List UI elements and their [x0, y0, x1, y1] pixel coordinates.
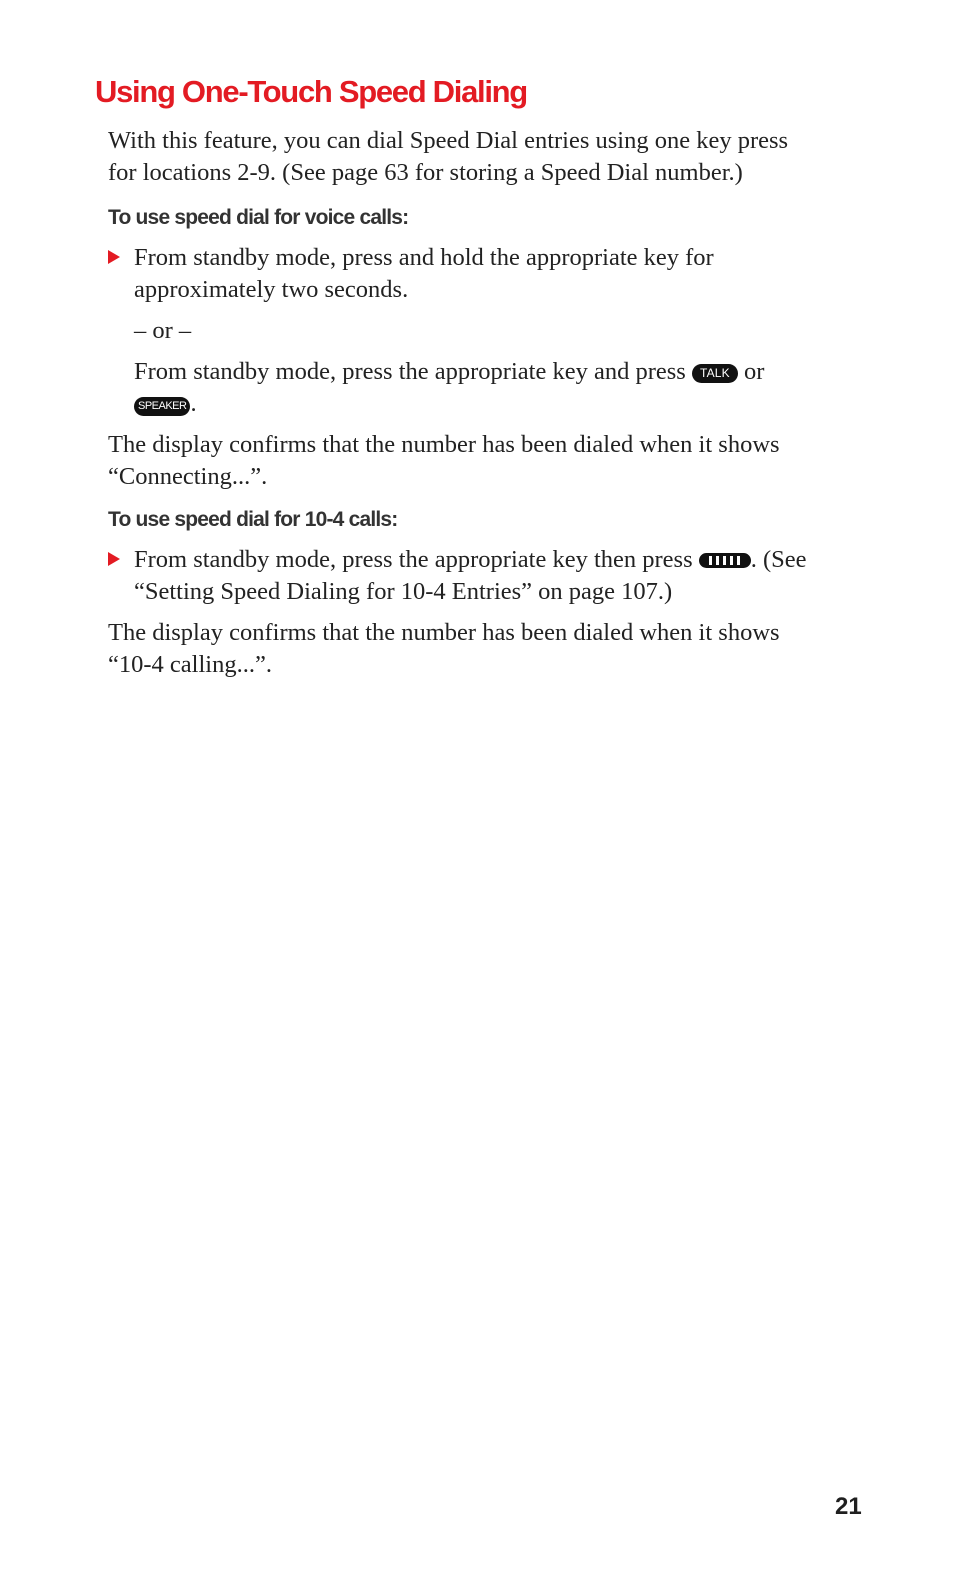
- voice-result-paragraph: The display confirms that the number has been dialed when it shows “Connecting...”.: [108, 431, 780, 490]
- ten-four-subhead: To use speed dial for 10-4 calls:: [108, 508, 398, 531]
- ten-four-step-text: From standby mode, press the appropriate key then press: [134, 546, 693, 573]
- speaker-key-icon: SPEAKER: [134, 397, 190, 416]
- or-separator: – or –: [134, 317, 192, 344]
- voice-step-hold: [108, 242, 808, 306]
- voice-step-or-word: or: [743, 358, 765, 385]
- ten-four-step: [108, 544, 808, 608]
- voice-step-period: .: [190, 390, 197, 417]
- voice-step-press: [108, 356, 808, 420]
- talk-key-icon: TALK: [692, 364, 738, 383]
- ten-four-step-period: .: [750, 546, 757, 573]
- voice-calls-subhead: To use speed dial for voice calls:: [108, 206, 409, 229]
- bullet-arrow-icon: [108, 250, 120, 264]
- ten-four-result-paragraph: The display confirms that the number has been dialed when it shows “10-4 calling...”.: [108, 619, 780, 678]
- section-content: [108, 125, 808, 693]
- voice-step-press-text: From standby mode, press the appropriate key and press: [134, 358, 686, 385]
- ten-four-step-reference: (See “Setting Speed Dialing for 10-4 Entries” on page 107.): [134, 546, 807, 605]
- ten-four-key-icon: [699, 553, 751, 568]
- voice-step-hold-text: From standby mode, press and hold the appropriate key for approximately two seconds.: [134, 244, 714, 303]
- bullet-arrow-icon: [108, 552, 120, 566]
- section-heading: Using One-Touch Speed Dialing: [95, 74, 527, 109]
- page-number: 21: [835, 1493, 862, 1520]
- intro-paragraph: With this feature, you can dial Speed Dial entries using one key press for locations 2-9. (See page 63 for storing a Speed Dial number.): [108, 127, 789, 186]
